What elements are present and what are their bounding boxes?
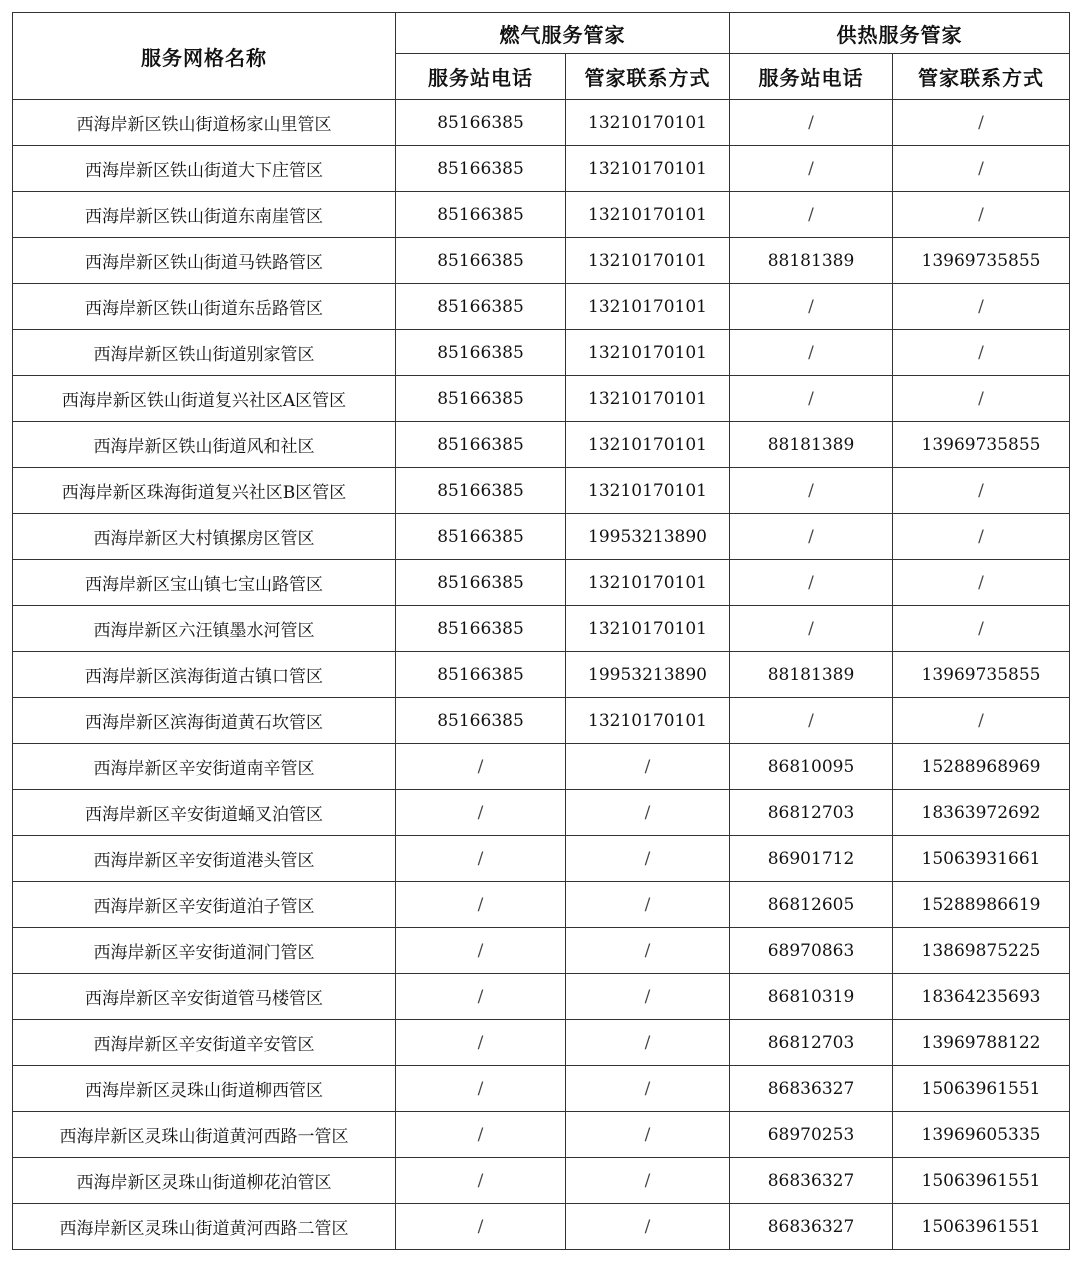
heat-station-phone-cell: / [730, 698, 893, 744]
gas-steward-contact-cell: 13210170101 [566, 192, 730, 238]
table-row [13, 1204, 1070, 1250]
grid-name-cell: 西海岸新区铁山街道风和社区 [13, 422, 396, 468]
table-row [13, 1112, 1070, 1158]
gas-steward-contact-cell: / [566, 1112, 730, 1158]
gas-station-phone-cell: / [396, 974, 566, 1020]
grid-name-cell: 西海岸新区铁山街道东岳路管区 [13, 284, 396, 330]
heat-steward-contact-cell: 15063961551 [893, 1066, 1070, 1112]
heat-station-phone-cell: 86812703 [730, 1020, 893, 1066]
grid-name-cell: 西海岸新区大村镇摞房区管区 [13, 514, 396, 560]
table-row [13, 606, 1070, 652]
gas-steward-contact-cell: / [566, 1204, 730, 1250]
heat-steward-contact-cell: 15288968969 [893, 744, 1070, 790]
gas-steward-contact-cell: / [566, 974, 730, 1020]
heat-steward-contact-cell: / [893, 468, 1070, 514]
heat-station-phone-cell: 86901712 [730, 836, 893, 882]
gas-station-phone-header: 服务站电话 [396, 54, 566, 100]
gas-station-phone-cell: 85166385 [396, 698, 566, 744]
heat-station-phone-cell: 68970863 [730, 928, 893, 974]
heat-station-phone-cell: 68970253 [730, 1112, 893, 1158]
heat-steward-contact-cell: / [893, 192, 1070, 238]
gas-station-phone-cell: / [396, 1158, 566, 1204]
table-row [13, 836, 1070, 882]
heat-steward-contact-cell: / [893, 606, 1070, 652]
heat-steward-contact-cell: / [893, 284, 1070, 330]
grid-name-cell: 西海岸新区滨海街道古镇口管区 [13, 652, 396, 698]
heat-steward-contact-cell: / [893, 330, 1070, 376]
grid-name-cell: 西海岸新区铁山街道别家管区 [13, 330, 396, 376]
gas-steward-contact-cell: 13210170101 [566, 146, 730, 192]
table-row [13, 560, 1070, 606]
heat-steward-contact-cell: 13969735855 [893, 422, 1070, 468]
gas-station-phone-cell: 85166385 [396, 284, 566, 330]
grid-name-cell: 西海岸新区辛安街道洞门管区 [13, 928, 396, 974]
gas-station-phone-cell: 85166385 [396, 422, 566, 468]
gas-station-phone-cell: 85166385 [396, 146, 566, 192]
heat-station-phone-cell: 86812605 [730, 882, 893, 928]
gas-station-phone-cell: 85166385 [396, 652, 566, 698]
table-row [13, 422, 1070, 468]
grid-name-cell: 西海岸新区辛安街道南辛管区 [13, 744, 396, 790]
table-row [13, 192, 1070, 238]
gas-steward-contact-cell: 13210170101 [566, 698, 730, 744]
gas-steward-contact-cell: 13210170101 [566, 468, 730, 514]
gas-steward-contact-cell: 13210170101 [566, 238, 730, 284]
table-row [13, 468, 1070, 514]
heat-station-phone-cell: / [730, 146, 893, 192]
gas-steward-contact-cell: / [566, 1066, 730, 1112]
gas-station-phone-cell: / [396, 882, 566, 928]
table-row [13, 1020, 1070, 1066]
grid-name-cell: 西海岸新区滨海街道黄石坎管区 [13, 698, 396, 744]
gas-station-phone-cell: / [396, 1066, 566, 1112]
heat-station-phone-cell: / [730, 468, 893, 514]
table-row [13, 790, 1070, 836]
heat-station-phone-cell: 86810319 [730, 974, 893, 1020]
table-row [13, 974, 1070, 1020]
grid-name-cell: 西海岸新区六汪镇墨水河管区 [13, 606, 396, 652]
heat-station-phone-header: 服务站电话 [730, 54, 893, 100]
gas-steward-contact-cell: / [566, 882, 730, 928]
gas-station-phone-cell: 85166385 [396, 376, 566, 422]
gas-steward-contact-cell: / [566, 1158, 730, 1204]
grid-name-cell: 西海岸新区铁山街道东南崖管区 [13, 192, 396, 238]
gas-station-phone-cell: / [396, 1112, 566, 1158]
heat-steward-contact-cell: 18363972692 [893, 790, 1070, 836]
gas-station-phone-cell: / [396, 744, 566, 790]
table-row [13, 1158, 1070, 1204]
table-row [13, 146, 1070, 192]
heat-station-phone-cell: 88181389 [730, 238, 893, 284]
heat-station-phone-cell: 86812703 [730, 790, 893, 836]
document-page [12, 12, 1070, 1250]
gas-station-phone-cell: / [396, 1204, 566, 1250]
table-row [13, 376, 1070, 422]
gas-steward-contact-cell: 13210170101 [566, 376, 730, 422]
table-row [13, 100, 1070, 146]
table-body [13, 100, 1070, 1250]
heat-steward-contact-cell: 15063961551 [893, 1158, 1070, 1204]
heat-steward-contact-cell: 15063961551 [893, 1204, 1070, 1250]
heat-steward-contact-cell: / [893, 376, 1070, 422]
grid-name-cell: 西海岸新区灵珠山街道柳西管区 [13, 1066, 396, 1112]
gas-steward-group-header: 燃气服务管家 [396, 13, 730, 54]
grid-name-cell: 西海岸新区辛安街道辛安管区 [13, 1020, 396, 1066]
service-steward-table [12, 12, 1070, 1250]
heat-station-phone-cell: 88181389 [730, 652, 893, 698]
table-row [13, 238, 1070, 284]
heat-steward-contact-cell: 15288986619 [893, 882, 1070, 928]
heat-station-phone-cell: / [730, 100, 893, 146]
gas-station-phone-cell: 85166385 [396, 514, 566, 560]
heat-steward-contact-cell: 15063931661 [893, 836, 1070, 882]
table-row [13, 284, 1070, 330]
gas-steward-contact-cell: 19953213890 [566, 514, 730, 560]
grid-name-cell: 西海岸新区宝山镇七宝山路管区 [13, 560, 396, 606]
grid-name-cell: 西海岸新区灵珠山街道黄河西路二管区 [13, 1204, 396, 1250]
gas-steward-contact-cell: 13210170101 [566, 606, 730, 652]
heat-steward-contact-cell: 13969788122 [893, 1020, 1070, 1066]
heat-station-phone-cell: / [730, 376, 893, 422]
table-row [13, 698, 1070, 744]
table-row [13, 514, 1070, 560]
gas-steward-contact-cell: 19953213890 [566, 652, 730, 698]
grid-name-cell: 西海岸新区辛安街道港头管区 [13, 836, 396, 882]
gas-station-phone-cell: / [396, 790, 566, 836]
gas-station-phone-cell: 85166385 [396, 560, 566, 606]
heat-steward-contact-cell: / [893, 514, 1070, 560]
heat-station-phone-cell: / [730, 284, 893, 330]
gas-steward-contact-cell: 13210170101 [566, 330, 730, 376]
heat-steward-contact-cell: / [893, 146, 1070, 192]
heat-station-phone-cell: / [730, 560, 893, 606]
gas-steward-contact-cell: 13210170101 [566, 422, 730, 468]
grid-name-cell: 西海岸新区灵珠山街道黄河西路一管区 [13, 1112, 396, 1158]
grid-name-cell: 西海岸新区珠海街道复兴社区B区管区 [13, 468, 396, 514]
gas-steward-contact-header: 管家联系方式 [566, 54, 730, 100]
table-row [13, 1066, 1070, 1112]
heat-steward-contact-cell: 13969735855 [893, 652, 1070, 698]
heat-station-phone-cell: / [730, 192, 893, 238]
grid-name-cell: 西海岸新区铁山街道杨家山里管区 [13, 100, 396, 146]
heat-steward-group-header: 供热服务管家 [730, 13, 1070, 54]
grid-name-cell: 西海岸新区辛安街道管马楼管区 [13, 974, 396, 1020]
gas-station-phone-cell: 85166385 [396, 468, 566, 514]
gas-steward-contact-cell: / [566, 928, 730, 974]
header-row-groups [13, 13, 1070, 54]
gas-station-phone-cell: 85166385 [396, 100, 566, 146]
heat-steward-contact-cell: / [893, 698, 1070, 744]
gas-steward-contact-cell: / [566, 836, 730, 882]
gas-station-phone-cell: / [396, 928, 566, 974]
gas-station-phone-cell: 85166385 [396, 192, 566, 238]
heat-steward-contact-cell: / [893, 560, 1070, 606]
heat-station-phone-cell: 86836327 [730, 1066, 893, 1112]
grid-name-cell: 西海岸新区铁山街道复兴社区A区管区 [13, 376, 396, 422]
gas-station-phone-cell: 85166385 [396, 330, 566, 376]
gas-steward-contact-cell: / [566, 1020, 730, 1066]
gas-station-phone-cell: / [396, 1020, 566, 1066]
heat-steward-contact-cell: 13969735855 [893, 238, 1070, 284]
gas-station-phone-cell: / [396, 836, 566, 882]
heat-station-phone-cell: / [730, 514, 893, 560]
gas-station-phone-cell: 85166385 [396, 238, 566, 284]
heat-steward-contact-cell: 13869875225 [893, 928, 1070, 974]
table-row [13, 652, 1070, 698]
table-row [13, 882, 1070, 928]
grid-name-cell: 西海岸新区辛安街道蛹叉泊管区 [13, 790, 396, 836]
grid-name-cell: 西海岸新区灵珠山街道柳花泊管区 [13, 1158, 396, 1204]
table-header [13, 13, 1070, 100]
gas-steward-contact-cell: 13210170101 [566, 284, 730, 330]
heat-station-phone-cell: 86836327 [730, 1158, 893, 1204]
table-row [13, 928, 1070, 974]
gas-steward-contact-cell: 13210170101 [566, 100, 730, 146]
table-row [13, 330, 1070, 376]
gas-station-phone-cell: 85166385 [396, 606, 566, 652]
heat-steward-contact-cell: / [893, 100, 1070, 146]
gas-steward-contact-cell: / [566, 744, 730, 790]
gas-steward-contact-cell: / [566, 790, 730, 836]
heat-station-phone-cell: / [730, 330, 893, 376]
grid-name-header: 服务网格名称 [13, 13, 396, 100]
heat-station-phone-cell: 86810095 [730, 744, 893, 790]
grid-name-cell: 西海岸新区铁山街道马铁路管区 [13, 238, 396, 284]
grid-name-cell: 西海岸新区铁山街道大下庄管区 [13, 146, 396, 192]
table-row [13, 744, 1070, 790]
gas-steward-contact-cell: 13210170101 [566, 560, 730, 606]
heat-steward-contact-header: 管家联系方式 [893, 54, 1070, 100]
heat-steward-contact-cell: 13969605335 [893, 1112, 1070, 1158]
grid-name-cell: 西海岸新区辛安街道泊子管区 [13, 882, 396, 928]
heat-station-phone-cell: 88181389 [730, 422, 893, 468]
heat-steward-contact-cell: 18364235693 [893, 974, 1070, 1020]
heat-station-phone-cell: 86836327 [730, 1204, 893, 1250]
heat-station-phone-cell: / [730, 606, 893, 652]
